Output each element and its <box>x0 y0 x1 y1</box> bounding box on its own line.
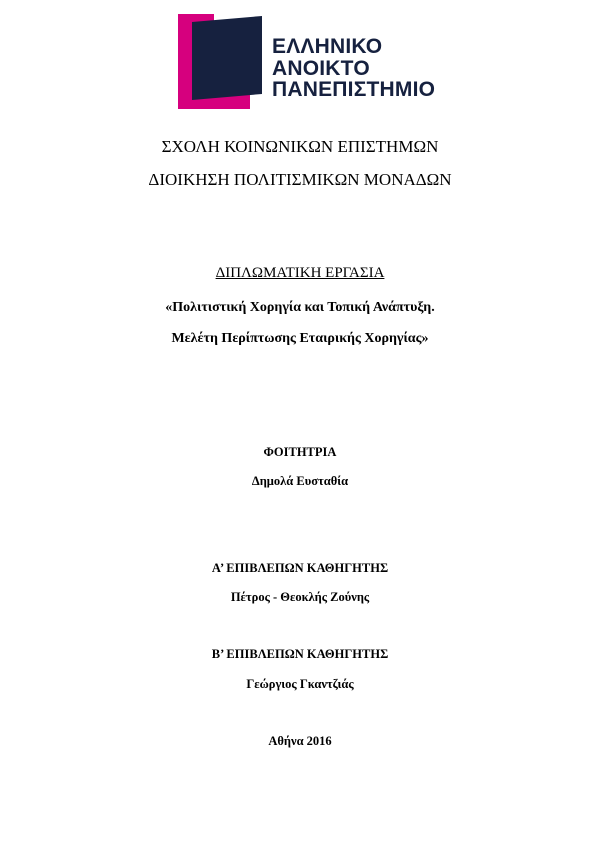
thesis-title-line-1: «Πολιτιστική Χορηγία και Τοπική Ανάπτυξη. <box>165 300 435 315</box>
place-date: Αθήνα 2016 <box>268 734 332 748</box>
student-name: Δημολά Ευσταθία <box>251 474 349 488</box>
logo-wordmark <box>272 36 435 101</box>
university-logo <box>178 14 436 109</box>
supervisor-a-label: Α’ ΕΠΙΒΛΕΠΩΝ ΚΑΘΗΓΗΤΗΣ <box>211 561 389 575</box>
thesis-type: ΔΙΠΛΩΜΑΤΙΚΗ ΕΡΓΑΣΙΑ <box>215 265 385 281</box>
logo-line-2: ΑΝΟΙΚΤΟ <box>272 56 370 80</box>
school-name: ΣΧΟΛΗ ΚΟΙΝΩΝΙΚΩΝ ΕΠΙΣΤΗΜΩΝ <box>161 137 439 156</box>
logo-mark-icon <box>178 14 273 109</box>
program-name: ΔΙΟΙΚΗΣΗ ΠΟΛΙΤΙΣΜΙΚΩΝ ΜΟΝΑΔΩΝ <box>148 170 452 189</box>
thesis-title-line-2: Μελέτη Περίπτωσης Εταιρικής Χορηγίας» <box>171 331 429 346</box>
logo-line-3: ΠΑΝΕΠΙΣΤΗΜΙΟ <box>272 78 436 101</box>
student-label: ΦΟΙΤΗΤΡΙΑ <box>263 445 337 459</box>
logo-line-1: ΕΛΛΗΝΙΚΟ <box>272 35 383 58</box>
supervisor-a-name: Πέτρος - Θεοκλής Ζούνης <box>230 590 370 604</box>
supervisor-b-name: Γεώργιος Γκαντζιάς <box>246 677 354 691</box>
supervisor-b-label: Β’ ΕΠΙΒΛΕΠΩΝ ΚΑΘΗΓΗΤΗΣ <box>211 647 389 661</box>
